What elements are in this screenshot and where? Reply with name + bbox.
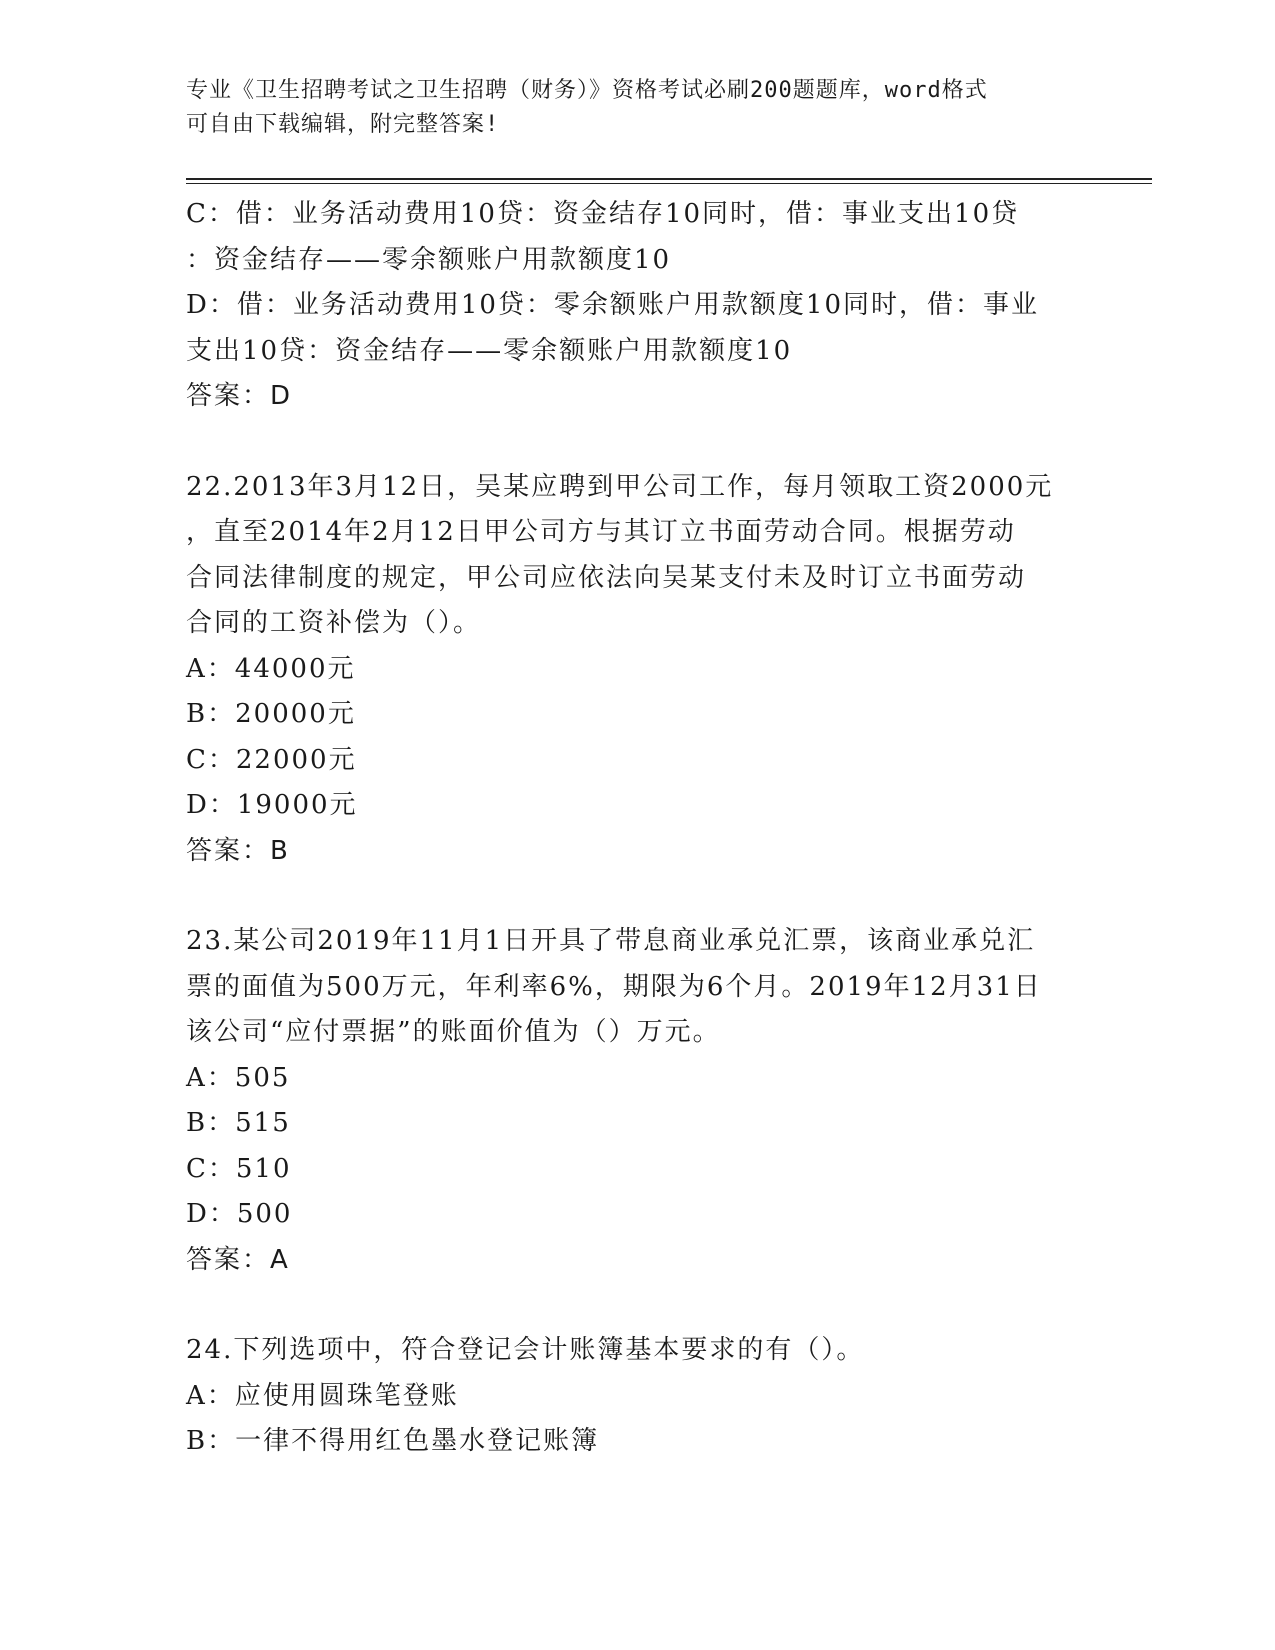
option-line: D：借：业务活动费用10贷：零余额账户用款额度10同时，借：事业 bbox=[186, 290, 1040, 320]
option-b: B：515 bbox=[186, 1108, 291, 1138]
option-a: A：505 bbox=[186, 1062, 291, 1093]
header-divider-thin bbox=[186, 183, 1152, 184]
option-c: C：510 bbox=[186, 1153, 292, 1184]
question-stem: 合同的工资补偿为（）。 bbox=[186, 608, 482, 638]
header-divider bbox=[186, 178, 1152, 180]
answer-line: 答案：D bbox=[186, 381, 293, 411]
answer-line: 答案：A bbox=[186, 1244, 290, 1275]
question-stem: 23.某公司2019年11月1日开具了带息商业承兑汇票，该商业承兑汇 bbox=[186, 926, 1036, 956]
option-d: D：19000元 bbox=[186, 790, 358, 820]
document-header bbox=[186, 74, 1066, 142]
question-24 bbox=[186, 1328, 1086, 1465]
question-23 bbox=[186, 919, 1086, 1283]
option-a: A：应使用圆珠笔登账 bbox=[186, 1380, 459, 1411]
header-line: 专业《卫生招聘考试之卫生招聘（财务）》资格考试必刷200题题库，word格式 bbox=[186, 78, 988, 103]
question-stem: 票的面值为500万元，年利率6%，期限为6个月。2019年12月31日 bbox=[186, 971, 1042, 1002]
option-line: ：资金结存——零余额账户用款额度10 bbox=[186, 244, 672, 275]
answer-line: 答案：B bbox=[186, 835, 290, 866]
option-c: C：22000元 bbox=[186, 744, 357, 775]
question-stem: 合同法律制度的规定，甲公司应依法向吴某支付未及时订立书面劳动 bbox=[186, 562, 1027, 593]
option-b: B：一律不得用红色墨水登记账簿 bbox=[186, 1426, 600, 1456]
question-stem: 24.下列选项中，符合登记会计账簿基本要求的有（）。 bbox=[186, 1335, 865, 1365]
header-line: 可自由下载编辑，附完整答案! bbox=[186, 112, 500, 137]
question-stem: ，直至2014年2月12日甲公司方与其订立书面劳动合同。根据劳动 bbox=[186, 517, 1016, 547]
question-stem: 该公司“应付票据”的账面价值为（）万元。 bbox=[186, 1017, 721, 1047]
option-b: B：20000元 bbox=[186, 699, 356, 729]
option-d: D：500 bbox=[186, 1199, 293, 1229]
option-line: 支出10贷：资金结存——零余额账户用款额度10 bbox=[186, 335, 793, 366]
continued-question bbox=[186, 192, 1086, 420]
option-line: C：借：业务活动费用10贷：资金结存10同时，借：事业支出10贷 bbox=[186, 199, 1020, 229]
document-body bbox=[186, 192, 1086, 1465]
question-stem: 22.2013年3月12日，吴某应聘到甲公司工作，每月领取工资2000元 bbox=[186, 471, 1054, 502]
question-22 bbox=[186, 465, 1086, 875]
option-a: A：44000元 bbox=[186, 653, 356, 684]
